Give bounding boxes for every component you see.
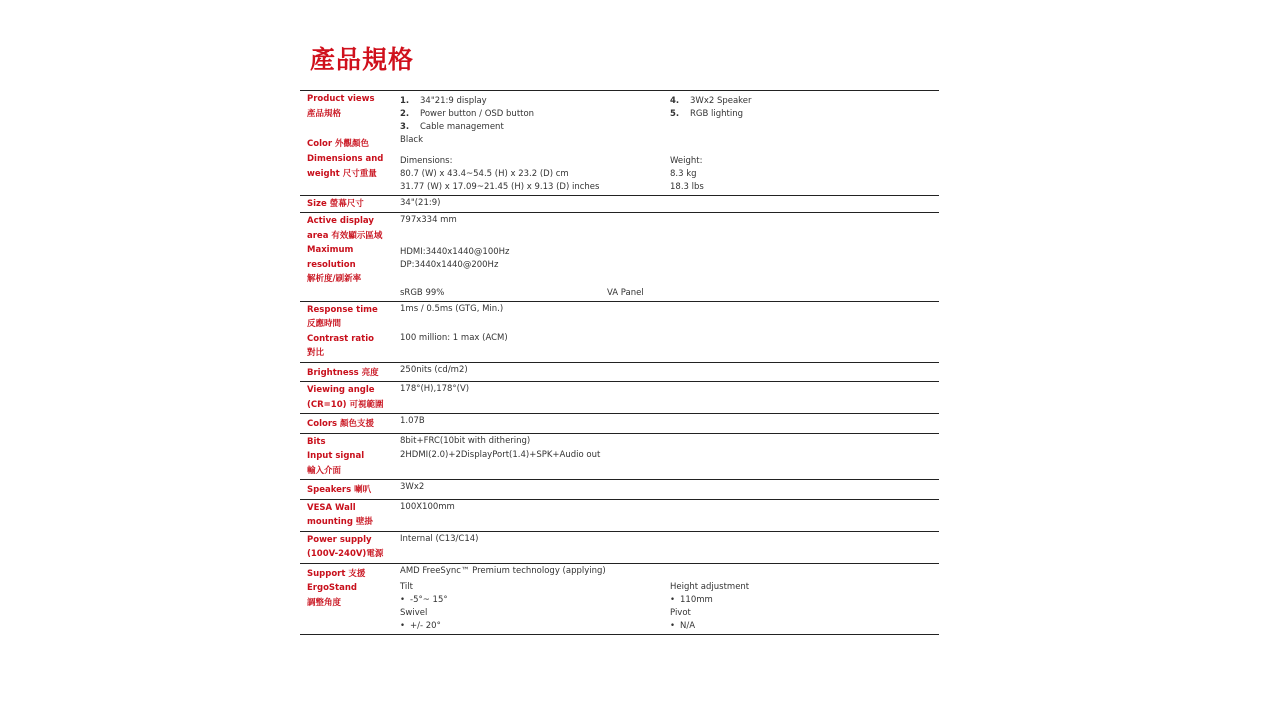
value-speakers: 3Wx2 (400, 482, 425, 492)
label-colors: Colors 顏色支援 (307, 419, 375, 429)
spec-section-signal (300, 434, 939, 481)
value-size: 34"(21:9) (400, 197, 441, 208)
spec-section-colors (300, 414, 939, 434)
spec-section-display (300, 213, 939, 302)
row-dimensions (300, 152, 939, 194)
label-viewing: Viewing angle (CR=10) 可視範圍 (307, 385, 384, 410)
label-speakers: Speakers 喇叭 (307, 485, 372, 495)
spec-section-support (300, 564, 939, 636)
label-product-views (300, 92, 400, 121)
value-srgb: sRGB 99% (400, 287, 445, 298)
label-size: Size 螢幕尺寸 (307, 198, 364, 209)
value-support: AMD FreeSync™ Premium technology (applying) (400, 565, 606, 576)
spec-section-vesa (300, 500, 939, 532)
label-vesa: VESA Wall mounting 壁掛 (307, 502, 373, 527)
row-gamut (300, 287, 939, 300)
label-contrast: Contrast ratio 對比 (307, 333, 374, 358)
value-max-resolution: HDMI:3440x1440@100Hz DP:3440x1440@200Hz (400, 247, 510, 270)
row-product-views (300, 92, 939, 134)
row-max-resolution (300, 243, 939, 287)
value-color: Black (400, 135, 423, 145)
value-ergostand: Tilt • -5°~ 15° Swivel • +/- 20° Height adjustment • 110mm Pivot • N/A (400, 582, 750, 631)
spec-table (300, 90, 939, 635)
spec-section-product (300, 91, 939, 196)
value-active-area: 797x334 mm (400, 215, 457, 225)
list-item: 2. Power button / OSD button (400, 109, 535, 119)
value-power: Internal (C13/C14) (400, 533, 479, 544)
page-title: 產品規格 (310, 45, 415, 74)
label-ergostand: ErgoStand 調整角度 (307, 583, 357, 608)
label-zh: 產品規格 (307, 108, 342, 119)
list-item: 4. 3Wx2 Speaker (670, 96, 752, 106)
label-response: Response time 反應時間 (307, 304, 378, 329)
value-panel: VA Panel (607, 287, 644, 298)
spec-section-speakers (300, 480, 939, 500)
spec-section-size (300, 196, 939, 214)
list-item: 5. RGB lighting (670, 109, 744, 119)
value-bits: 8bit+FRC(10bit with dithering) (400, 435, 531, 446)
row-active-area (300, 214, 939, 243)
label-max-resolution: Maximum resolution 解析度/刷新率 (307, 245, 362, 284)
label-input: Input signal 輸入介面 (307, 451, 365, 476)
list-item: 1. 34"21:9 display (400, 96, 487, 106)
spec-section-power (300, 532, 939, 564)
value-vesa: 100X100mm (400, 501, 455, 512)
value-viewing: 178°(H),178°(V) (400, 384, 470, 394)
value-brightness: 250nits (cd/m2) (400, 364, 468, 375)
value-input: 2HDMI(2.0)+2DisplayPort(1.4)+SPK+Audio out (400, 450, 601, 460)
value-dimensions: Dimensions: 80.7 (W) x 43.4~54.5 (H) x 23.2 (D) cm 31.77 (W) x 17.09~21.45 (H) x 9.13 (D) inches Weight: 8.3 kg 18.3 lbs (400, 155, 704, 192)
row-color (300, 134, 939, 152)
label-brightness: Brightness 亮度 (307, 367, 379, 378)
label-power: Power supply (100V-240V)電源 (307, 534, 384, 559)
value-response: 1ms / 0.5ms (GTG, Min.) (400, 303, 504, 314)
value-contrast: 100 million: 1 max (ACM) (400, 332, 508, 343)
value-product-views (400, 92, 939, 134)
spec-section-response (300, 302, 939, 363)
label-bits: Bits (307, 436, 326, 447)
label-color: Color 外觀顏色 (307, 139, 369, 149)
spec-section-brightness (300, 363, 939, 383)
label-dimensions: Dimensions and weight 尺寸重量 (307, 153, 384, 179)
value-colors: 1.07B (400, 416, 425, 426)
label-active-area: Active display area 有效顯示區域 (307, 216, 383, 241)
label-support: Support 支援 (307, 568, 366, 579)
list-item: 3. Cable management (400, 122, 504, 132)
label-en: Product views (307, 94, 375, 104)
spec-section-viewing (300, 382, 939, 414)
